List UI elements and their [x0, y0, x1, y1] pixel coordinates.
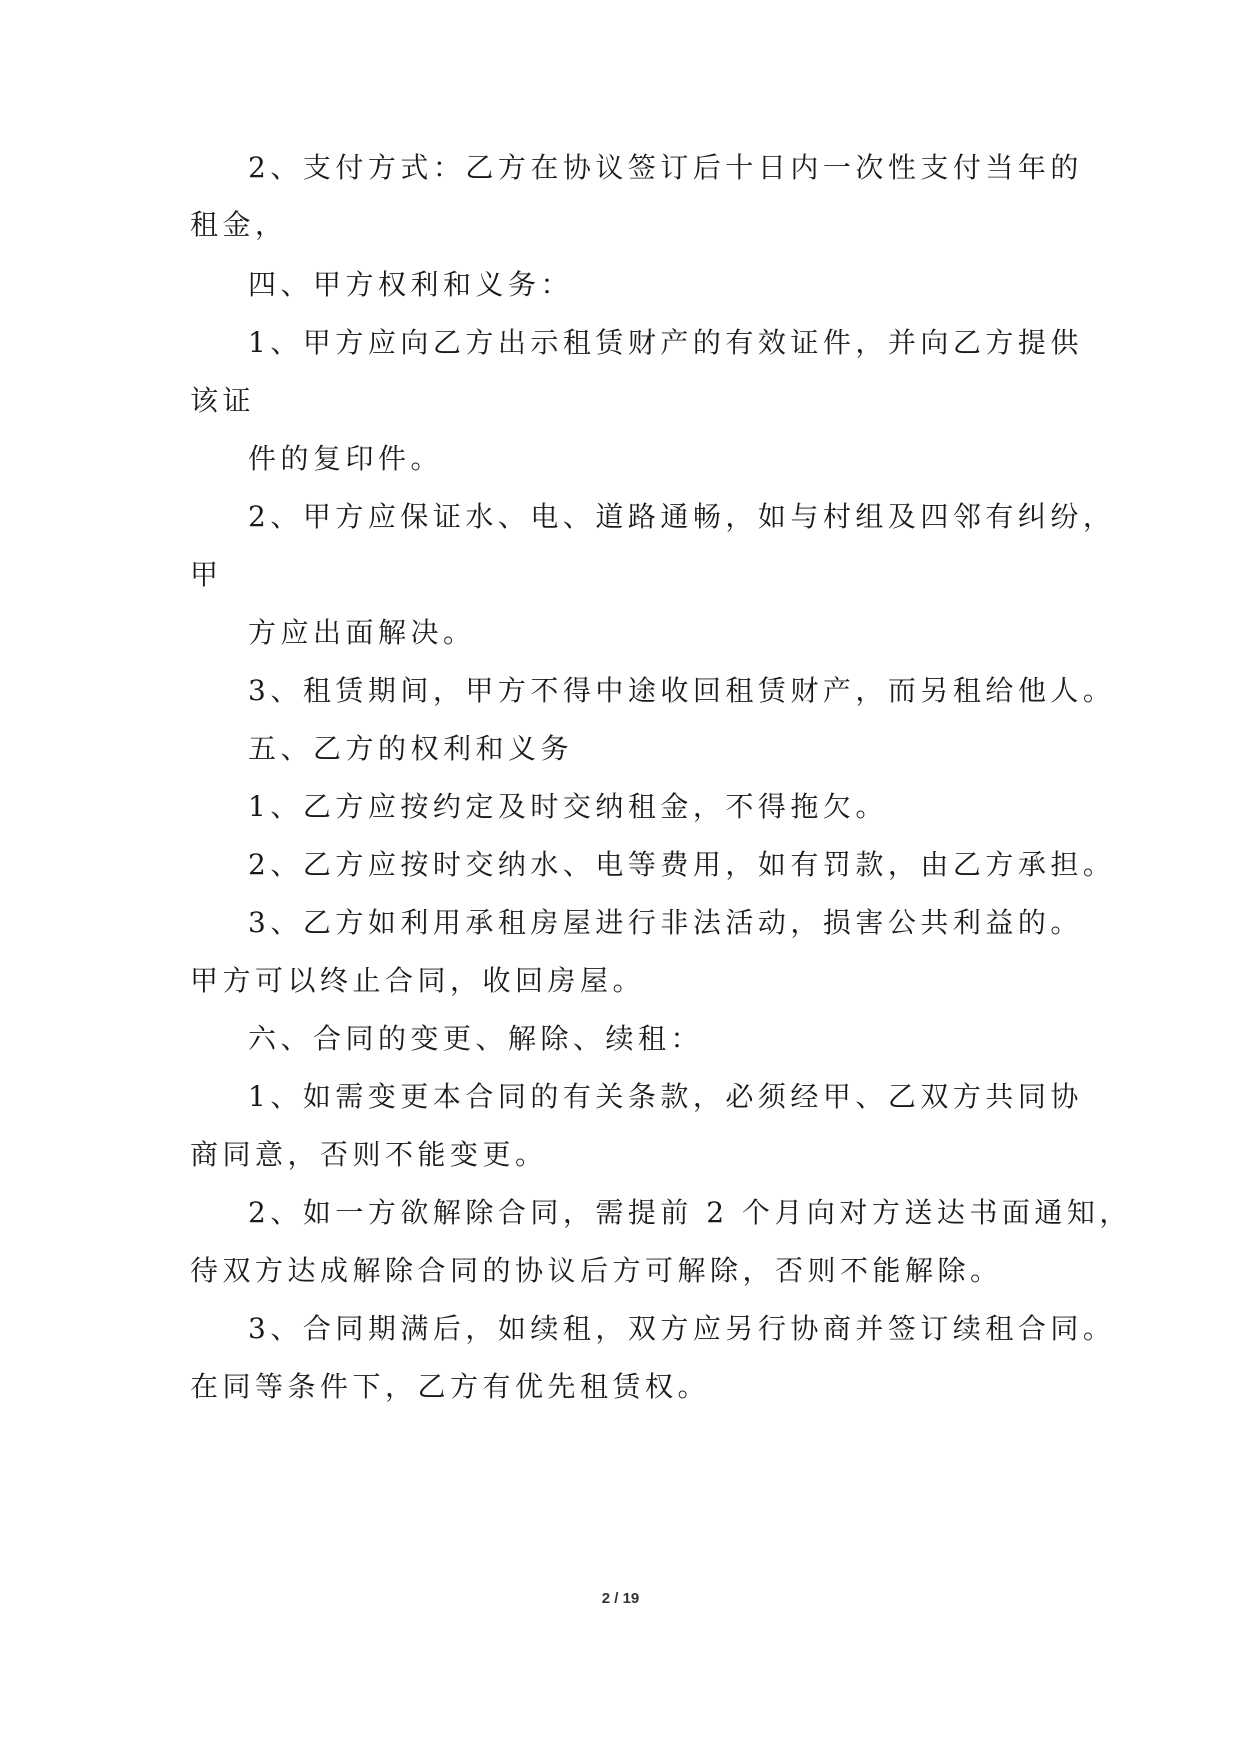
- text-line: 待双方达成解除合同的协议后方可解除，否则不能解除。: [190, 1254, 1003, 1287]
- text-line: 2、甲方应保证水、电、道路通畅，如与村组及四邻有纠纷，: [248, 500, 1116, 533]
- text-line: 甲方可以终止合同，收回房屋。: [190, 964, 646, 997]
- text-line: 该证: [190, 384, 256, 417]
- text-line: 3、乙方如利用承租房屋进行非法活动，损害公共利益的。: [248, 906, 1083, 939]
- text-line: 3、租赁期间，甲方不得中途收回租赁财产，而另租给他人。: [248, 674, 1116, 707]
- text-line: 在同等条件下，乙方有优先租赁权。: [190, 1370, 711, 1403]
- text-line: 3、合同期满后，如续租，双方应另行协商并签订续租合同。: [248, 1312, 1116, 1345]
- text-line: 件的复印件。: [248, 442, 444, 475]
- text-line: 甲: [190, 558, 223, 591]
- text-line: 1、甲方应向乙方出示租赁财产的有效证件，并向乙方提供: [248, 326, 1083, 359]
- text-line: 2、支付方式：乙方在协议签订后十日内一次性支付当年的: [248, 151, 1083, 184]
- text-line: 商同意，否则不能变更。: [190, 1138, 548, 1171]
- section-heading: 六、合同的变更、解除、续租：: [248, 1022, 704, 1055]
- text-line: 租金，: [190, 208, 288, 241]
- section-heading: 四、甲方权利和义务：: [248, 268, 574, 301]
- text-line: 1、如需变更本合同的有关条款，必须经甲、乙双方共同协: [248, 1080, 1083, 1113]
- text-line: 方应出面解决。: [248, 616, 476, 649]
- section-heading: 五、乙方的权利和义务: [248, 732, 574, 765]
- page-number: 2 / 19: [601, 1590, 640, 1607]
- text-line: 2、乙方应按时交纳水、电等费用，如有罚款，由乙方承担。: [248, 848, 1116, 881]
- text-line: 1、乙方应按约定及时交纳租金，不得拖欠。: [248, 790, 888, 823]
- text-line: 2、如一方欲解除合同，需提前 2 个月向对方送达书面通知，: [248, 1196, 1132, 1229]
